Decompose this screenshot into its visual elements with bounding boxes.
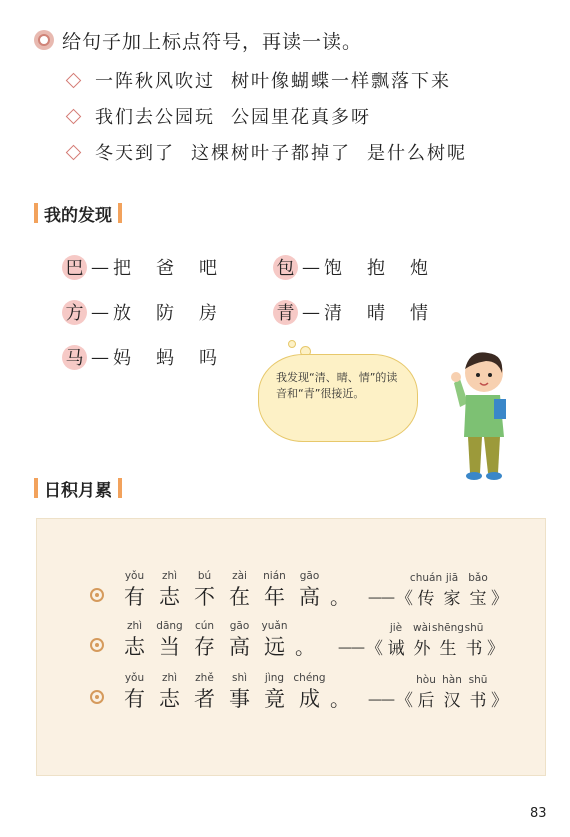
exercise-title: 给句子加上标点符号，再读一读。 [62, 30, 363, 53]
sentence-part: 这棵树叶子都掉了 [191, 143, 351, 164]
thought-bubble [258, 340, 428, 440]
base-char: 方 [62, 300, 87, 325]
boy-illustration [440, 345, 520, 485]
circle-bullet-icon [90, 638, 104, 652]
derived-char: 吧 [199, 258, 217, 279]
title-bar-left [34, 203, 38, 223]
sentence-part: 我们去公园玩 [95, 107, 215, 128]
derived-char: 吗 [199, 348, 217, 369]
sentence-part: 一阵秋风吹过 [95, 71, 215, 92]
sentence-part: 冬天到了 [95, 143, 175, 164]
base-char: 包 [273, 255, 298, 280]
section-title-accumulate [34, 476, 122, 500]
derived-char: 妈 [113, 348, 131, 369]
char-family-row: 巴 — 把 爸 吧 [62, 254, 242, 280]
exercise-item [66, 134, 467, 170]
derived-char: 炮 [410, 258, 428, 279]
derived-char: 防 [156, 303, 174, 324]
sentence-part: 树叶像蝴蝶一样飘落下来 [231, 71, 451, 92]
circle-bullet-icon [90, 690, 104, 704]
bubble-text: 我发现“清、晴、情”的读音和“青”很接近。 [276, 371, 398, 400]
derived-char: 放 [113, 303, 131, 324]
derived-char: 饱 [324, 258, 342, 279]
exercise-item [66, 62, 467, 98]
derived-char: 爸 [156, 258, 174, 279]
char-family-row: 青 — 清 晴 情 [273, 299, 453, 325]
accumulate-title: 日积月累 [44, 480, 112, 501]
derived-char: 清 [324, 303, 342, 324]
proverb-line: yǒu 有 zhì 志 zhě 者 shì 事 jìng 竟 chéng 成 。 [90, 672, 350, 712]
base-char: 青 [273, 300, 298, 325]
title-bar-right [118, 478, 122, 498]
circle-bullet-icon [90, 588, 104, 602]
exercise-bullet-icon [34, 30, 54, 50]
page-number: 83 [530, 806, 547, 821]
derived-char: 抱 [367, 258, 385, 279]
base-char: 巴 [62, 255, 87, 280]
derived-char: 房 [199, 303, 217, 324]
diamond-icon [66, 108, 82, 124]
derived-char: 情 [410, 303, 428, 324]
diamond-icon [66, 144, 82, 160]
exercise-item [66, 98, 467, 134]
sentence-part: 公园里花真多呀 [231, 107, 371, 128]
exercise-heading [34, 27, 362, 53]
char-family-row: 包 — 饱 抱 炮 [273, 254, 453, 280]
char-family-row: 马 — 妈 蚂 吗 [62, 344, 242, 370]
derived-char: 把 [113, 258, 131, 279]
proverb-source: —— 《 chuán 传 jiā 家 bǎo 宝 》 [368, 572, 508, 609]
derived-char: 晴 [367, 303, 385, 324]
proverb-source: —— 《 jiè 诫 wài 外 shēng 生 shū 书 》 [338, 622, 504, 659]
sentence-part: 是什么树呢 [367, 143, 467, 164]
base-char: 马 [62, 345, 87, 370]
title-bar-right [118, 203, 122, 223]
diamond-icon [66, 72, 82, 88]
section-title-discovery [34, 201, 122, 225]
proverb-line: zhì 志 dāng 当 cún 存 gāo 高 yuǎn 远 。 [90, 620, 315, 660]
char-family-row: 方 — 放 防 房 [62, 299, 242, 325]
discovery-title: 我的发现 [44, 205, 112, 226]
proverb-source: —— 《 hòu 后 hàn 汉 shū 书 》 [368, 674, 508, 711]
exercise-list [66, 62, 467, 170]
derived-char: 蚂 [156, 348, 174, 369]
title-bar-left [34, 478, 38, 498]
proverb-line: yǒu 有 zhì 志 bú 不 zài 在 nián 年 gāo 高 。 [90, 570, 350, 610]
